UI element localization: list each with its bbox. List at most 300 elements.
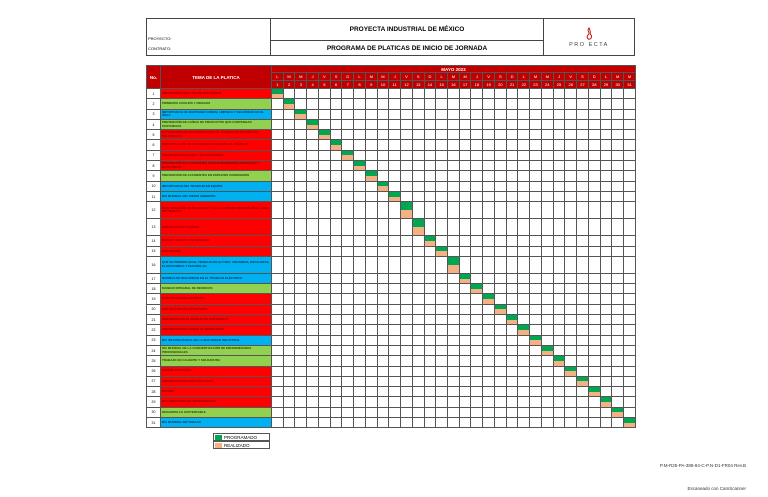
day-cell <box>600 202 612 219</box>
day-cell <box>459 256 471 273</box>
day-cell <box>272 387 284 397</box>
day-cell <box>494 335 506 345</box>
day-cell <box>506 376 518 386</box>
day-cell <box>471 219 483 236</box>
realized-mark <box>436 251 447 256</box>
day-cell <box>401 99 413 109</box>
day-cell <box>483 140 495 150</box>
day-cell <box>565 335 577 345</box>
day-cell-scheduled <box>624 418 636 428</box>
day-cell <box>541 376 553 386</box>
day-cell <box>565 246 577 256</box>
legend <box>213 433 270 449</box>
day-cell <box>588 119 600 129</box>
day-cell <box>307 418 319 428</box>
day-cell-scheduled <box>389 191 401 201</box>
day-cell <box>494 202 506 219</box>
day-cell <box>365 366 377 376</box>
day-cell <box>553 99 565 109</box>
day-cell <box>365 407 377 417</box>
day-cell <box>318 119 330 129</box>
day-cell <box>318 366 330 376</box>
legend-programmed-label: PROGRAMADO <box>224 434 258 440</box>
day-cell <box>283 202 295 219</box>
day-cell <box>295 304 307 314</box>
day-cell <box>612 202 624 219</box>
weekday-header: D <box>588 73 600 81</box>
day-cell <box>530 150 542 160</box>
day-cell <box>448 191 460 201</box>
day-cell <box>412 294 424 304</box>
day-cell <box>448 236 460 246</box>
day-cell <box>483 171 495 181</box>
day-cell <box>459 304 471 314</box>
day-cell <box>354 109 366 119</box>
realized-mark <box>601 402 612 407</box>
day-cell <box>424 161 436 171</box>
day-cell <box>424 304 436 314</box>
day-cell <box>272 236 284 246</box>
day-cell <box>412 109 424 119</box>
realized-mark <box>495 309 506 314</box>
day-cell <box>318 181 330 191</box>
day-cell <box>342 202 354 219</box>
day-cell <box>272 407 284 417</box>
day-cell <box>494 130 506 140</box>
day-cell <box>365 256 377 273</box>
day-cell <box>389 387 401 397</box>
day-cell <box>553 140 565 150</box>
day-cell <box>436 202 448 219</box>
day-cell <box>448 130 460 140</box>
day-cell <box>412 356 424 366</box>
day-cell <box>448 171 460 181</box>
row-topic: MANEJO SEGURO DE RESIDUOS <box>161 236 272 246</box>
day-cell <box>401 181 413 191</box>
day-cell <box>530 161 542 171</box>
day-cell <box>600 89 612 99</box>
day-cell <box>530 140 542 150</box>
day-cell <box>272 294 284 304</box>
day-cell-scheduled <box>365 171 377 181</box>
day-cell <box>295 325 307 335</box>
realized-mark <box>577 381 588 386</box>
day-cell <box>448 345 460 355</box>
day-cell <box>612 325 624 335</box>
day-cell <box>283 356 295 366</box>
day-cell <box>483 376 495 386</box>
day-cell <box>588 99 600 109</box>
day-cell <box>412 284 424 294</box>
day-cell <box>307 236 319 246</box>
day-cell <box>283 418 295 428</box>
day-cell <box>272 335 284 345</box>
day-cell <box>483 119 495 129</box>
day-cell <box>307 219 319 236</box>
day-cell <box>377 99 389 109</box>
row-topic: ESTÁNDARES DE SEGURIDAD PARA EL MANEJO DE MATERIALES PELIGROSOS <box>161 130 272 140</box>
day-cell <box>577 366 589 376</box>
company-logo <box>544 19 634 55</box>
day-number-header: 14 <box>424 81 436 89</box>
day-number-header: 15 <box>436 81 448 89</box>
day-cell <box>459 345 471 355</box>
day-cell <box>624 304 636 314</box>
day-cell <box>283 335 295 345</box>
day-cell <box>553 202 565 219</box>
day-cell <box>483 191 495 201</box>
day-cell <box>412 366 424 376</box>
day-cell <box>624 236 636 246</box>
day-cell <box>471 345 483 355</box>
day-cell <box>283 236 295 246</box>
day-number-header: 5 <box>318 81 330 89</box>
day-cell <box>612 140 624 150</box>
day-cell <box>318 418 330 428</box>
day-cell <box>565 356 577 366</box>
day-cell <box>565 273 577 283</box>
day-cell <box>600 356 612 366</box>
weekday-header: S <box>412 73 424 81</box>
day-cell <box>541 284 553 294</box>
day-cell <box>553 109 565 119</box>
day-cell <box>577 315 589 325</box>
day-cell <box>389 202 401 219</box>
day-cell <box>506 256 518 273</box>
day-cell <box>553 219 565 236</box>
day-cell <box>624 109 636 119</box>
day-cell <box>272 246 284 256</box>
day-cell <box>377 119 389 129</box>
day-cell <box>272 99 284 109</box>
day-cell <box>541 89 553 99</box>
day-cell <box>448 150 460 160</box>
day-cell-scheduled <box>541 345 553 355</box>
day-cell <box>530 191 542 201</box>
day-cell <box>330 99 342 109</box>
day-cell <box>342 366 354 376</box>
day-cell <box>588 161 600 171</box>
day-cell <box>577 130 589 140</box>
day-cell <box>600 119 612 129</box>
day-number-header: 10 <box>377 81 389 89</box>
row-topic: PREVENCIÓN DE ACCIDENTES EN ESPACIOS CONFINADOS <box>161 171 272 181</box>
day-cell <box>624 181 636 191</box>
day-cell <box>307 304 319 314</box>
day-cell <box>577 335 589 345</box>
day-cell <box>365 335 377 345</box>
day-cell <box>365 325 377 335</box>
day-cell <box>518 161 530 171</box>
program-title: PROGRAMA DE PLATICAS DE INICIO DE JORNADA <box>326 44 488 52</box>
day-cell <box>283 130 295 140</box>
day-cell <box>424 181 436 191</box>
day-cell <box>565 284 577 294</box>
day-cell <box>283 387 295 397</box>
day-cell <box>272 304 284 314</box>
day-cell <box>436 109 448 119</box>
day-cell <box>471 325 483 335</box>
day-cell <box>424 150 436 160</box>
day-cell <box>389 99 401 109</box>
weekday-header: L <box>354 73 366 81</box>
day-cell <box>307 315 319 325</box>
table-row <box>147 325 636 335</box>
day-cell <box>401 150 413 160</box>
day-cell <box>459 325 471 335</box>
day-cell <box>424 345 436 355</box>
day-cell <box>283 181 295 191</box>
day-cell <box>307 397 319 407</box>
day-cell <box>272 418 284 428</box>
day-cell <box>541 356 553 366</box>
day-cell <box>518 335 530 345</box>
day-cell <box>377 397 389 407</box>
day-cell <box>612 397 624 407</box>
weekday-header: J <box>389 73 401 81</box>
table-row <box>147 294 636 304</box>
day-cell <box>530 99 542 109</box>
day-cell <box>483 150 495 160</box>
day-cell <box>318 325 330 335</box>
day-cell <box>494 407 506 417</box>
day-cell <box>318 397 330 407</box>
weekday-header: M <box>295 73 307 81</box>
day-cell <box>624 161 636 171</box>
day-cell-scheduled <box>342 150 354 160</box>
day-cell <box>354 99 366 109</box>
day-cell <box>307 130 319 140</box>
day-cell <box>330 119 342 129</box>
day-cell <box>377 150 389 160</box>
day-cell <box>600 273 612 283</box>
day-cell <box>600 130 612 140</box>
day-cell <box>506 407 518 417</box>
schedule-sheet <box>146 18 635 428</box>
day-cell <box>577 119 589 129</box>
day-cell <box>600 407 612 417</box>
day-cell <box>588 150 600 160</box>
day-cell <box>459 387 471 397</box>
day-cell <box>553 161 565 171</box>
day-cell <box>272 119 284 129</box>
day-cell <box>518 99 530 109</box>
weekday-header: M <box>283 73 295 81</box>
day-cell <box>401 335 413 345</box>
day-cell <box>330 366 342 376</box>
day-cell <box>448 161 460 171</box>
day-cell-scheduled <box>612 407 624 417</box>
row-number: 26 <box>147 366 161 376</box>
day-cell <box>494 161 506 171</box>
day-cell-scheduled <box>448 256 460 273</box>
day-cell <box>506 325 518 335</box>
day-cell <box>494 119 506 129</box>
day-cell <box>307 256 319 273</box>
day-cell <box>318 256 330 273</box>
day-cell <box>354 246 366 256</box>
day-number-header: 8 <box>354 81 366 89</box>
day-cell <box>424 191 436 201</box>
day-cell <box>436 181 448 191</box>
day-cell <box>389 119 401 129</box>
day-cell <box>272 356 284 366</box>
day-cell <box>518 304 530 314</box>
day-cell <box>588 191 600 201</box>
day-cell <box>600 99 612 109</box>
day-cell <box>600 161 612 171</box>
day-cell <box>354 89 366 99</box>
row-topic: HIGIENE PERSONAL <box>161 366 272 376</box>
day-cell <box>506 191 518 201</box>
day-cell <box>401 246 413 256</box>
day-cell <box>565 315 577 325</box>
day-cell <box>424 109 436 119</box>
weekday-header: D <box>506 73 518 81</box>
day-number-header: 7 <box>342 81 354 89</box>
day-cell <box>483 418 495 428</box>
day-cell <box>600 219 612 236</box>
day-cell <box>424 219 436 236</box>
day-number-header: 25 <box>553 81 565 89</box>
day-cell <box>588 236 600 246</box>
table-row <box>147 387 636 397</box>
day-cell <box>272 397 284 407</box>
day-cell <box>483 89 495 99</box>
day-cell <box>494 236 506 246</box>
day-cell <box>530 345 542 355</box>
day-cell <box>494 273 506 283</box>
day-cell <box>436 345 448 355</box>
day-cell <box>494 387 506 397</box>
day-cell <box>612 236 624 246</box>
day-cell <box>365 397 377 407</box>
day-cell <box>600 315 612 325</box>
day-cell <box>588 202 600 219</box>
day-cell <box>318 273 330 283</box>
day-cell <box>365 181 377 191</box>
day-cell <box>506 130 518 140</box>
realized-mark <box>378 186 389 191</box>
day-cell-scheduled <box>412 219 424 236</box>
day-cell <box>471 376 483 386</box>
day-cell <box>307 294 319 304</box>
day-cell <box>494 246 506 256</box>
day-cell <box>448 387 460 397</box>
day-cell <box>530 202 542 219</box>
day-cell <box>389 181 401 191</box>
day-cell <box>424 171 436 181</box>
day-cell <box>389 161 401 171</box>
row-topic: PREVENCIÓN DE ACCIDENTES CON HERRAMIENTAS MANUALES Y ELÉCTRICAS <box>161 161 272 171</box>
weekday-header: L <box>518 73 530 81</box>
day-cell <box>436 273 448 283</box>
programmed-mark <box>401 202 412 210</box>
day-cell <box>272 256 284 273</box>
day-cell <box>506 89 518 99</box>
day-cell <box>412 191 424 201</box>
table-row <box>147 181 636 191</box>
day-cell <box>506 294 518 304</box>
day-cell <box>342 256 354 273</box>
day-cell <box>494 109 506 119</box>
day-cell <box>506 273 518 283</box>
row-number: 20 <box>147 304 161 314</box>
day-cell <box>424 202 436 219</box>
day-cell <box>600 376 612 386</box>
day-cell <box>518 171 530 181</box>
day-cell <box>342 418 354 428</box>
day-cell <box>272 345 284 355</box>
day-cell <box>377 246 389 256</box>
weekday-header: J <box>307 73 319 81</box>
day-cell-scheduled <box>459 273 471 283</box>
day-cell <box>624 191 636 201</box>
day-cell <box>401 191 413 201</box>
day-cell <box>541 119 553 129</box>
day-cell <box>612 89 624 99</box>
day-cell <box>553 418 565 428</box>
day-number-header: 24 <box>541 81 553 89</box>
weekday-header: M <box>530 73 542 81</box>
day-cell <box>553 284 565 294</box>
day-cell <box>272 140 284 150</box>
day-cell <box>471 119 483 129</box>
day-cell <box>354 376 366 386</box>
day-cell-scheduled <box>553 356 565 366</box>
day-cell <box>588 294 600 304</box>
day-cell <box>377 304 389 314</box>
day-cell <box>354 294 366 304</box>
table-row <box>147 219 636 236</box>
day-cell <box>401 366 413 376</box>
day-cell <box>506 304 518 314</box>
day-cell <box>448 246 460 256</box>
day-cell <box>471 181 483 191</box>
day-cell <box>541 191 553 201</box>
day-cell <box>342 356 354 366</box>
day-cell <box>436 376 448 386</box>
day-number-header: 12 <box>401 81 413 89</box>
day-number-header: 4 <box>307 81 319 89</box>
day-cell <box>295 397 307 407</box>
day-cell <box>506 236 518 246</box>
day-cell <box>318 315 330 325</box>
day-cell <box>436 236 448 246</box>
day-cell <box>377 202 389 219</box>
day-cell <box>506 171 518 181</box>
day-cell <box>518 356 530 366</box>
day-cell <box>448 89 460 99</box>
day-cell <box>553 376 565 386</box>
day-cell <box>483 202 495 219</box>
day-cell <box>272 202 284 219</box>
day-cell <box>600 256 612 273</box>
day-cell <box>518 109 530 119</box>
table-row <box>147 236 636 246</box>
day-cell <box>401 325 413 335</box>
day-cell <box>530 397 542 407</box>
day-cell <box>295 256 307 273</box>
day-cell <box>389 89 401 99</box>
day-cell <box>448 335 460 345</box>
day-cell <box>624 219 636 236</box>
realized-mark <box>413 227 424 235</box>
day-cell <box>318 89 330 99</box>
day-cell <box>577 246 589 256</box>
day-cell <box>565 219 577 236</box>
day-cell <box>624 150 636 160</box>
